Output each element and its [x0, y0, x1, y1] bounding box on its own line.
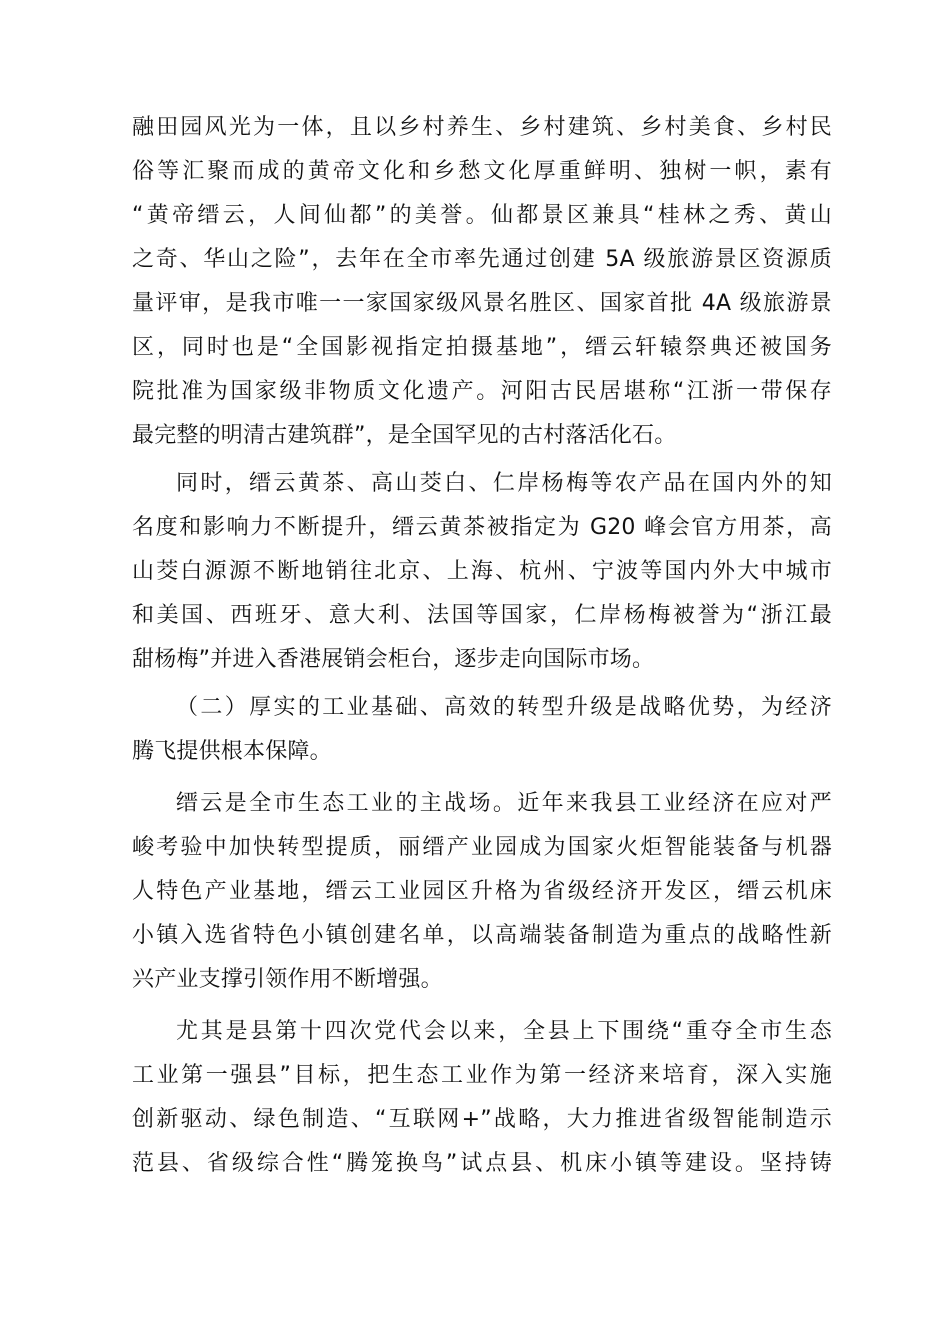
text-line: 创新驱动、绿色制造、“互联网+”战略，大力推进省级智能制造示 — [132, 1107, 832, 1132]
paragraph-scenic — [132, 106, 832, 458]
text-line: 兴产业支撑引领作用不断增强。 — [132, 967, 443, 992]
text-line: 量评审，是我市唯一一家国家级风景名胜区、国家首批 4A 级旅游景 — [132, 291, 832, 316]
text-line: 融田园风光为一体，且以乡村养生、乡村建筑、乡村美食、乡村民 — [132, 115, 832, 140]
text-line: 小镇入选省特色小镇创建名单，以高端装备制造为重点的战略性新 — [132, 923, 832, 948]
text-line: 最完整的明清古建筑群”，是全国罕见的古村落活化石。 — [132, 423, 677, 448]
text-line: 尤其是县第十四次党代会以来，全县上下围绕“重夺全市生态 — [176, 1019, 832, 1044]
text-line: 范县、省级综合性“腾笼换鸟”试点县、机床小镇等建设。坚持铸 — [132, 1151, 832, 1176]
text-line: 峻考验中加快转型提质，丽缙产业园成为国家火炬智能装备与机器 — [132, 835, 832, 860]
text-line: 甜杨梅”并进入香港展销会柜台，逐步走向国际市场。 — [132, 647, 655, 672]
paragraph-industry — [132, 782, 832, 1002]
text-line: 缙云是全市生态工业的主战场。近年来我县工业经济在应对严 — [176, 791, 832, 816]
text-line: 俗等汇聚而成的黄帝文化和乡愁文化厚重鲜明、独树一帜，素有 — [132, 159, 832, 184]
heading-line: （二）厚实的工业基础、高效的转型升级是战略优势，为经济 — [176, 695, 832, 720]
text-line: 之奇、华山之险”，去年在全市率先通过创建 5A 级旅游景区资源质 — [132, 247, 832, 272]
document-body — [132, 106, 832, 1186]
text-line: 名度和影响力不断提升，缙云黄茶被指定为 G20 峰会官方用茶，高 — [132, 515, 832, 540]
text-line: 同时，缙云黄茶、高山茭白、仁岸杨梅等农产品在国内外的知 — [176, 471, 832, 496]
section-heading — [132, 686, 832, 774]
heading-line: 腾飞提供根本保障。 — [132, 739, 332, 764]
text-line: 工业第一强县”目标，把生态工业作为第一经济来培育，深入实施 — [132, 1063, 832, 1088]
text-line: 区，同时也是“全国影视指定拍摄基地”，缙云轩辕祭典还被国务 — [132, 335, 832, 360]
text-line: 人特色产业基地，缙云工业园区升格为省级经济开发区，缙云机床 — [132, 879, 832, 904]
text-line: 院批准为国家级非物质文化遗产。河阳古民居堪称“江浙一带保存 — [132, 379, 832, 404]
paragraph-agriculture — [132, 462, 832, 682]
paragraph-congress — [132, 1010, 832, 1186]
text-line: “黄帝缙云，人间仙都”的美誉。仙都景区兼具“桂林之秀、黄山 — [132, 203, 832, 228]
text-line: 和美国、西班牙、意大利、法国等国家，仁岸杨梅被誉为“浙江最 — [132, 603, 832, 628]
text-line: 山茭白源源不断地销往北京、上海、杭州、宁波等国内外大中城市 — [132, 559, 832, 584]
